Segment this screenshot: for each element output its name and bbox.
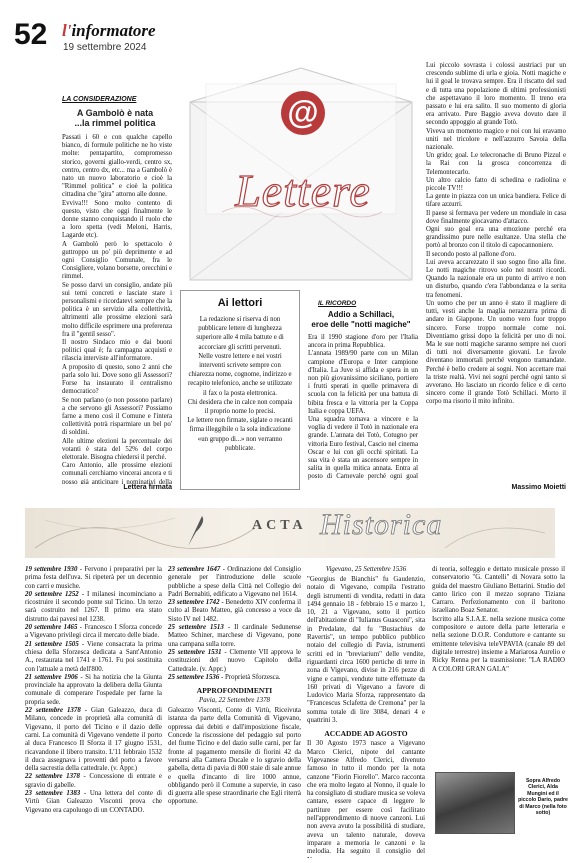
historica-entry: [168, 599, 301, 624]
historica-entry-date: 25 settembre 1513: [168, 624, 224, 632]
consideration-paragraph: Il nostro Sindaco mio e dai buoni politici qual è; fa campagna acquisti e rilascia interviste all'informatore.: [62, 339, 172, 363]
publication-date: 19 settembre 2024: [63, 42, 147, 53]
ricordo-paragraph: La gente in piazza con un unica bandiera. Felice di tifare azzurri.: [426, 193, 566, 209]
col4-text2: Iscritto alla S.I.A.E. nella sezione musica come compositore e autore della parte letteraria e nella sezione D.O.R. Conduttore e cantante su emittente televisiva teleVPAVIA (canale 89 del digitale terrestre) insieme a Mariarosa Aurelio e Ricky Renna per la trasmissione: "LA RADIO A COLORI GRAN GALA": [432, 615, 565, 673]
col3-sub: Vigevano, 25 Settembre 1536: [325, 566, 407, 573]
consideration-paragraph: Passati i 60 e con qualche capello bianco, di formule politiche ne ho viste molte: pentapartito, compromesso storico, governi giallo-verdi, centro sx, centro, centro dx, etc... ma a Gambolò è nato un nuovo laboratorio e cioè la "Rimmel politica" e cioè la politica cittadina che "gira" attorno alle donne.: [62, 134, 172, 199]
ricordo-title-line2: eroe delle "notti magiche": [311, 319, 411, 329]
ai-lettori-p1: La redazione si riserva di non pubblicare lettere di lunghezza superiore alle 4 mila battute e di accorciare gli scritti pervenuti.: [196, 316, 284, 351]
historica-entry-date: 22 settembre 1378: [25, 707, 81, 715]
section-title-lettere: Lettere: [235, 165, 371, 216]
consideration-paragraph: Caro Antonio, alle prossime elezioni comunali cerchiamo vincerai ancora e ti posso già anticipare i nominativi della: [62, 462, 172, 484]
ricordo-body-b: [426, 62, 566, 482]
ai-lettori-title: Ai lettori: [217, 297, 263, 309]
historica-entry-text: - Francesco I Sforza concede a Vigevano privilegi circa il mercato delle biade.: [25, 624, 162, 640]
quill-icon: [184, 512, 208, 548]
ricordo-paragraph: Lui piccolo sovrasta i colossi austriaci pur un crescendo sublime di urla e gioia. Notti magiche e lui il goal le trovava sempre. Era il riscatto del sud e di tutta una popolazione di ultimi professionisti che aspettavano il loro momento. Il treno era passato e lui era salito. Il suo momento di gloria era arrivato. Pure Baggio aveva dovuto dare il secondo appoggio al grande Totò.: [426, 62, 566, 127]
consideration-signature: Lettera firmata: [123, 484, 172, 491]
historica-entry-date: 22 settembre 1378: [25, 773, 80, 781]
historica-entry-date: 19 settembre 1930: [25, 566, 78, 573]
historica-col2-entries: [168, 566, 301, 682]
ricordo-paragraph: Ogni suo goal era una emozione perché era grandissimo pure nelle esultanze. Una stella che portò al bronzo con il titolo di capocannoniere.: [426, 226, 566, 250]
historica-entry: [25, 591, 162, 624]
historica-entry-text: - I milanesi incominciano a ricostruire il secondo ponte sul Ticino. Un terzo sarà costruito nel 1267. Il primo era stato distrutto dai pavesi nel 1238.: [25, 590, 162, 623]
approfondimenti-title: APPROFONDIMENTI: [196, 686, 273, 696]
page-number: 52: [14, 18, 48, 51]
historica-col3: [307, 566, 425, 858]
approfondimenti-text: Galeazzo Visconti, Conte di Virtù, Riceivuta istanza da parte della Comunità di Vigevano, oppressa dai debiti e dall'imposizione fiscale, Concede la riscossione del pedaggio sul porto del fiume Ticino e del dazio sulle carni, per far fronte al pagamento mensile di fiorini 42 da versarsi alla Camera Ducale e lo sgravio della gabella, detta di pavia di 800 staie di sale annue e quella d'incanto di lire 1000 annue, obbligando però il Comune a supervie, in caso di guerra alle spese straordinarie che Egli riterrà opportune.: [168, 707, 301, 806]
consideration-paragraph: Se non parlano (o non possono parlare) a che servono gli Assessori? Possiamo farne a meno così il Comune e l'intera collettività potrà risparmiare un bel po' di soldini.: [62, 396, 172, 437]
historica-entry-text: - Benedetto XIV conferma il culto al Beato Matteo, già concesso a voce da Sisto IV nel 1482.: [168, 599, 301, 623]
ricordo-body-a: [308, 334, 418, 482]
ricordo-paragraph: Un grido; goal. Le telecronache di Bruno Pizzul e la Rai con la grosca concorrenza di Telemontecarlo.: [426, 152, 566, 176]
accadde-title: ACCADDE AD AGOSTO: [324, 729, 408, 739]
historica-entry: [25, 773, 162, 790]
historica-entry: [25, 624, 162, 641]
historica-entry-date: 25 settembre 1531: [168, 648, 222, 656]
consideration-title-line2: ...la rimmel politica: [74, 118, 156, 128]
ai-lettori-box: [180, 290, 300, 490]
ricordo-title-line1: Addio a Schillaci,: [327, 310, 395, 319]
historica-col2: [168, 566, 301, 858]
photo-caption: Sopra Alfredo Clerici, Alda Mungini ed il piccolo Dario, padre di Marco (nella foto sotto): [518, 778, 568, 817]
historica-entry-text: - Il cardinale Sedunense Matteo Schiner, marchese di Vigevano, pone una campana sulla torre.: [168, 624, 301, 648]
col3-text: "Georgius de Bianchis" fu Gaudenzio, notaio di Vigevano, compila l'estratto degli istrumenti di vendita, redatti in data 1494 gennaio 18 - febbraio 15 e marzo 1, 10, 21 a Vigevano, sotto il portico dell'abitazione di "Iulianus Guasconi", sita in Predalate, dal fu "Bustachius de Ravertis", un tempo pubblico pubblico notaio del collegio di Pavia, istrumenti scritti ed in "breviarium" delle vendite, riguardanti circa 1600 pertiche di terre in zona di Vigevano, divise in 216 pezze di vigne e campi, vendute tutte effettuate da 160 privati di Vigevano a favore di Ludovico Maria Sforza, rappresentato da "Francescus Sclafetta de Cremona" per la somma totale di lire 3084, denari 4 e quattrini 3.: [307, 576, 425, 725]
historica-entry: [25, 790, 162, 815]
historica-entry-text: - Viene consacrata la prima chiesa della Sforzesca dedicata a Sant'Antonio A., restaurata nel 1741 e 1761. Fu poi sostituita con l'attuale a metà dell'800.: [25, 640, 162, 673]
ricordo-paragraph: Il paese si fermava per vedere un mondiale in casa dove finalmente giocavamo d'attacco.: [426, 209, 566, 225]
ricordo-paragraph: Una squadra tornava a vincere e la voglia di vedere il Totò in nazionale era grande. L'annata dei Totò, Cotugno per vittoria Euro festival, Cascio nel cinema Oscar e lui con gli occhi spiritati. La sua vita è stata un ascensore sempre in salita in quella mitica annata. Entra al posto di Carnevale perché ogni goal: [308, 416, 418, 481]
banner-historica: Historica: [320, 508, 443, 541]
historica-entry: [25, 707, 162, 773]
historica-entry-text: - Una lettera del conte di Virtù Gian Galeazzo Visconti prova che Vigevano era capoluogo di un CONTADO.: [25, 790, 162, 814]
ai-lettori-p2: Nelle vostre lettere e nei vostri interventi scrivete sempre con chiarezza nome, cognome, indirizzo e recapito telefonico, anche se utilizzate il fax o la posta elettronica.: [188, 352, 292, 397]
masthead-rest: informatore: [71, 21, 156, 40]
col4-text: di teoria, solfeggio e dettato musicale presso il conservatorio "G. Cantelli" di Novara sotto la guida del maestro Giuliano Bettarini. Studio del canto lirico con il mezzo soprano Tiziana Carraro. Perfezionamento con il baritono israeliano Boaz Senator.: [432, 566, 565, 615]
consideration-paragraph: A Gambolò però lo spettacolo è guttroppo un po' più deprimente e ad ogni Consiglio Comunale, fra le Consigliere, volano borsette, orecchini e rimmel.: [62, 240, 172, 281]
ai-lettori-p3: Chi desidera che in calce non compaia il proprio nome lo precisi.: [187, 398, 293, 416]
historica-col1: [25, 566, 162, 858]
consideration-kicker: LA CONSIDERAZIONE: [62, 96, 137, 103]
ricordo-paragraph: Un altro calcio fatto di schedina e radiolina e piccole TV!!!: [426, 176, 566, 193]
acta-historica-banner: [25, 508, 555, 558]
ricordo-paragraph: L'annata 1989/90 parte con un Milan campione d'Europa e Inter campione d'Italia. La Juve si affida e spera in un non più giovanissimo siciliano, portiere i frutti sperati in quelle primavera di scuola con la felicità per una battuta di bibita fresca e la vittoria per la Coppa Italia e coppa UEFA.: [308, 350, 418, 415]
historica-entry-text: - Si ha notizia che la Giunta provinciale ha approvato la delibera della Giunta comunale di comperare l'ospedale per farne la propria sede.: [25, 673, 162, 706]
ricordo-paragraph: Viveva un momento magico e noi con lui eravamo uniti nel tricolore e nell'azzurro Savoia della nazionale.: [426, 127, 566, 152]
historica-entry-text: - Concessione di entrate e sgravio di gabelle.: [25, 773, 162, 789]
consideration-title-line1: A Gambolò è nata: [76, 108, 154, 118]
clerici-family-photo: [435, 772, 515, 834]
historica-entry-text: - Fervono i preparativi per la prima festa dell'uva. Si ripeterà per un decennio con carri e musiche.: [25, 566, 162, 590]
historica-entry-date: 25 settembre 1536: [168, 673, 220, 681]
historica-entry-date: 23 settembre 1383: [25, 790, 81, 798]
at-symbol-icon: @: [281, 91, 325, 135]
consideration-title: [60, 108, 170, 128]
historica-entry: [168, 674, 301, 682]
consideration-paragraph: Alle ultime elezioni la percentuale dei votanti è stata del 52% del corpo elettorale. Bisogna chiedersi il perché.: [62, 437, 172, 461]
consideration-paragraph: Evviva!!! Sono molto contento di questo, visto che oggi finalmente le donne stanno conquistando il ruolo che a loro spetta (vedi Meloni, Harris, Lagarde etc).: [62, 199, 172, 240]
masthead-logo: [62, 22, 156, 39]
ricordo-paragraph: Era il 1990 stagione d'oro per l'Italia ancora in prima Repubblica.: [308, 334, 418, 350]
historica-entry: [25, 641, 162, 674]
consideration-body: [62, 134, 172, 484]
ricordo-kicker: IL RICORDO: [318, 300, 357, 307]
ai-lettori-p4: Le lettere non firmate, siglate o recanti firma illeggibile o la sola indicazione «un gruppo di...» non verranno pubblicate.: [187, 417, 293, 452]
historica-entry-text: - Gian Galeazzo, duca di Milano, concede in proprietà alla comunità di Vigevano, il porto del Ticino e il dazio delle carni. La comunità di Vigevano vendette il porto al duca Francesco II Sforza il 17 giugno 1531, ricavandone il libero transito. L'11 febbraio 1532 il duca assegnava i proventi del porto a favore della sacrestia della cattedrale. (v. Appr.): [25, 707, 162, 773]
historica-entry-date: 21 settembre 1505: [25, 640, 79, 648]
historica-entry: [25, 566, 162, 591]
historica-entry: [168, 624, 301, 649]
accadde-text: Il 30 Agosto 1973 nasce a Vigevano Marco Clerici, nipote del cantante Vigevanese Alfredo Clerici, divenuto famoso in tutto il mondo per la nota canzone "Fiorin Fiorello". Marco racconta che era molto legato al Nonno, il quale lo ha consigliato di studiare musica se voleva cantare, essere capace di leggere le partiture per essere così facilitato nell'apprendimento di nuove canzoni. Lui non aveva avuto la possibilità di studiare, aveva un talento naturale, doveva imparare a memoria le canzoni e la melodia. Ha seguito il consiglio del: [307, 740, 425, 856]
ricordo-paragraph: Il secondo posto al pallone d'oro.: [426, 250, 516, 258]
historica-entry: [168, 566, 301, 599]
historica-entry-text: - Proprietà Sforzesca.: [219, 673, 281, 681]
masthead-first: l': [62, 21, 72, 40]
historica-entry: [168, 649, 301, 674]
banner-acta: ACTA: [252, 518, 307, 533]
historica-entry-date: 20 settembre 1252: [25, 590, 79, 598]
ricordo-paragraph: Lui aveva accarezzato il suo sogno fino alla fine. Le notti magiche ritrovo solo nei nostri ricordi. Quando la nazionale era un punto di arrivo e non un disturbo, quando c'era l'abbondanza e la serita tra fenomeni.: [426, 258, 566, 299]
historica-entry-date: 23 settembre 1742: [168, 599, 220, 607]
historica-entry-text: - Clemente VII approva le costituzioni del nuovo Capitolo della Cattedrale. (v. Appr.): [168, 648, 301, 673]
historica-entry: [25, 674, 162, 707]
historica-entry-date: 20 settembre 1465: [25, 624, 78, 632]
ricordo-paragraph: Un uomo che per un anno è stato il magliere di tutti, vesti anche la maglia nerazzurra prima di andare in Giappone. Un uomo vero fuor troppo sincero. Forse troppo normale come noi. Diventiamo grissi dopo la felicità per uno di noi. Ma le sue notti magiche saranno sempre nei cuori di tutti noi diversamente giovani. Le favole diventano immortali perché vengono tramandate. Perché è bello credere ai sogni. Non accettare mai la triste realtà. Vivi nei sogni perché ogni tanto si avverano. Ho lasciato un ricordo felice e di certo sincero come il grande Totò Schillaci. Morto il corpo ma risorto il mito infinito.: [426, 299, 566, 406]
consideration-paragraph: Se posso darvi un consiglio, andate più sui temi concreti e lasciate stare i personalismi e ricordatevi sempre che la politica è un servizio alla collettività, altrimenti alle prossime elezioni sarà molto difficile esprimere una preferenza fra il "gentil sesso".: [62, 281, 172, 338]
historica-entry-date: 21 settembre 1906: [25, 673, 78, 681]
approfondimenti-sub: Pavia, 22 Settembre 1378: [199, 697, 270, 705]
historica-col4: [432, 566, 565, 766]
ricordo-signature: Massimo Moietti: [511, 484, 566, 491]
consideration-paragraph: A proposito di questo, sono 2 anni che parla solo lui. Dove sono gli Assessori? Forse ha instaurato il centralismo democratico?: [62, 363, 172, 396]
historica-entry-date: 23 settembre 1647: [168, 566, 221, 573]
ricordo-title: [305, 310, 417, 329]
historica-entry-text: - Ordinazione del Consiglio generale per l'introduzione delle scuole pubbliche a spese della Città nel Collegio dei Padri Bernabiti, edificato a Vigevano nel 1614.: [168, 566, 301, 598]
